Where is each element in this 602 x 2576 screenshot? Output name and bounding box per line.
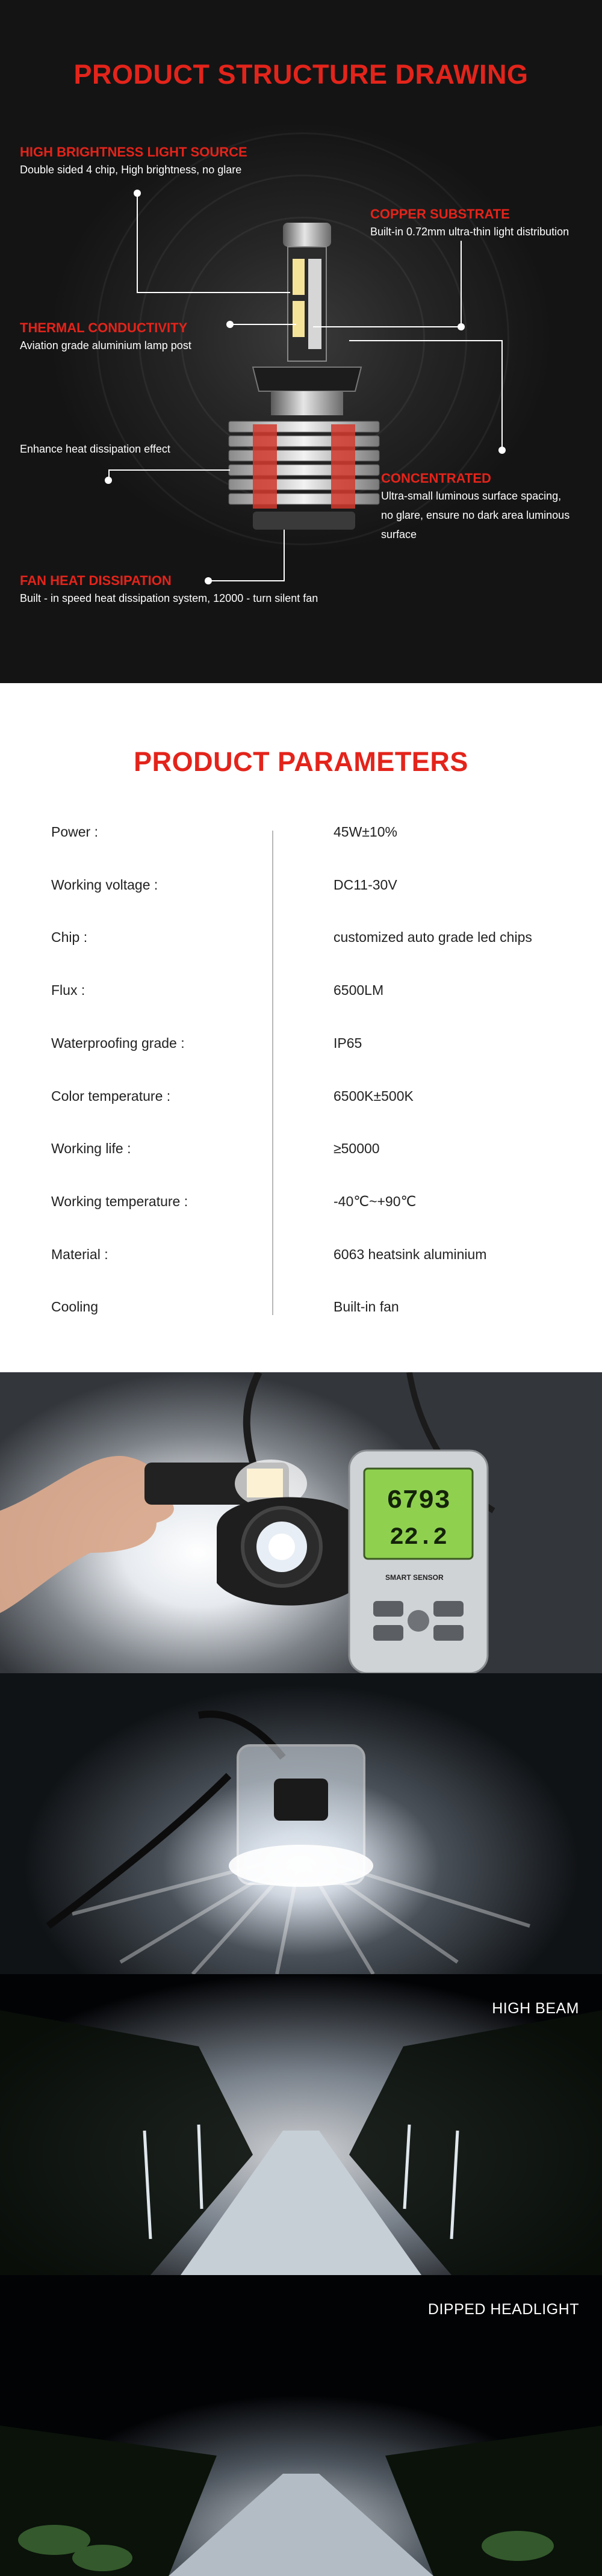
parameter-value: customized auto grade led chips [334,929,532,945]
feature-title: COPPER SUBSTRATE [370,206,510,221]
meter-brand: SMART SENSOR [385,1573,444,1582]
parameter-value: 45W±10% [334,824,397,840]
meter-reading-bottom: 22.2 [389,1525,448,1552]
feature-desc: Ultra-small luminous surface spacing, [381,490,562,502]
parameter-row [0,1194,602,1218]
feature-desc: Built - in speed heat dissipation system, 12000 - turn silent fan [20,592,318,604]
feature-desc: Enhance heat dissipation effect [20,443,170,455]
parameter-value: -40℃~+90℃ [334,1194,417,1209]
parameter-row [0,1035,602,1059]
parameter-value: 6500LM [334,982,384,998]
feature-heat-dissipation [20,439,170,459]
water-glass-photo [0,1673,602,1974]
parameter-label: Working temperature : [51,1194,188,1209]
feature-desc: Built-in 0.72mm ultra-thin light distribution [370,226,569,238]
high-beam-road-scene [0,1974,602,2275]
dipped-headlight-photo [0,2275,602,2576]
parameter-row [0,1246,602,1271]
structure-section [0,0,602,683]
lux-meter-photo [0,1372,602,1673]
high-beam-label: HIGH BEAM [492,2000,579,2017]
parameter-label: Waterproofing grade : [51,1035,185,1051]
feature-title: HIGH BRIGHTNESS LIGHT SOURCE [20,144,247,159]
feature-thermal-conductivity [20,320,191,355]
parameter-label: Working voltage : [51,877,158,893]
callout-line [108,469,230,481]
parameter-label: Working life : [51,1141,131,1156]
parameter-value: 6063 heatsink aluminium [334,1246,487,1262]
lux-meter-scene [0,1372,602,1673]
parameter-label: Color temperature : [51,1088,171,1104]
callout-line [313,241,462,327]
parameter-label: Material : [51,1246,108,1262]
feature-light-source [20,144,247,179]
glass-scene [0,1673,602,1974]
parameter-value: ≥50000 [334,1141,380,1156]
feature-title: FAN HEAT DISSIPATION [20,573,172,588]
feature-copper-substrate [370,206,569,241]
parameter-label: Flux : [51,982,85,998]
parameter-label: Power : [51,824,98,840]
callout-line [349,340,503,451]
callout-line [208,530,285,581]
feature-title: THERMAL CONDUCTIVITY [20,320,188,335]
dipped-road-scene [0,2275,602,2576]
parameters-section [0,683,602,1372]
parameter-row [0,982,602,1006]
parameter-label: Chip : [51,929,88,945]
parameter-row [0,1299,602,1323]
feature-desc: Aviation grade aluminium lamp post [20,339,191,351]
callout-line [137,193,290,293]
table-divider [272,831,273,1315]
structure-title: PRODUCT STRUCTURE DRAWING [73,59,529,90]
dipped-headlight-label: DIPPED HEADLIGHT [427,2301,579,2318]
callout-line [230,324,296,326]
parameter-row [0,1141,602,1165]
parameter-value: Built-in fan [334,1299,399,1314]
parameter-value: 6500K±500K [334,1088,414,1104]
parameter-row [0,929,602,953]
feature-concentrated [381,471,569,544]
meter-reading-top: 6793 [386,1486,450,1516]
parameters-title: PRODUCT PARAMETERS [134,746,468,777]
feature-desc: no glare, ensure no dark area luminous [381,509,570,521]
parameter-label: Cooling [51,1299,98,1314]
feature-desc: Double sided 4 chip, High brightness, no glare [20,164,242,176]
parameter-row [0,824,602,848]
high-beam-photo [0,1974,602,2275]
feature-desc: surface [381,528,417,540]
feature-title: CONCENTRATED [381,471,491,486]
parameter-value: IP65 [334,1035,362,1051]
parameter-row [0,877,602,901]
parameter-row [0,1088,602,1112]
parameter-value: DC11-30V [334,877,397,893]
